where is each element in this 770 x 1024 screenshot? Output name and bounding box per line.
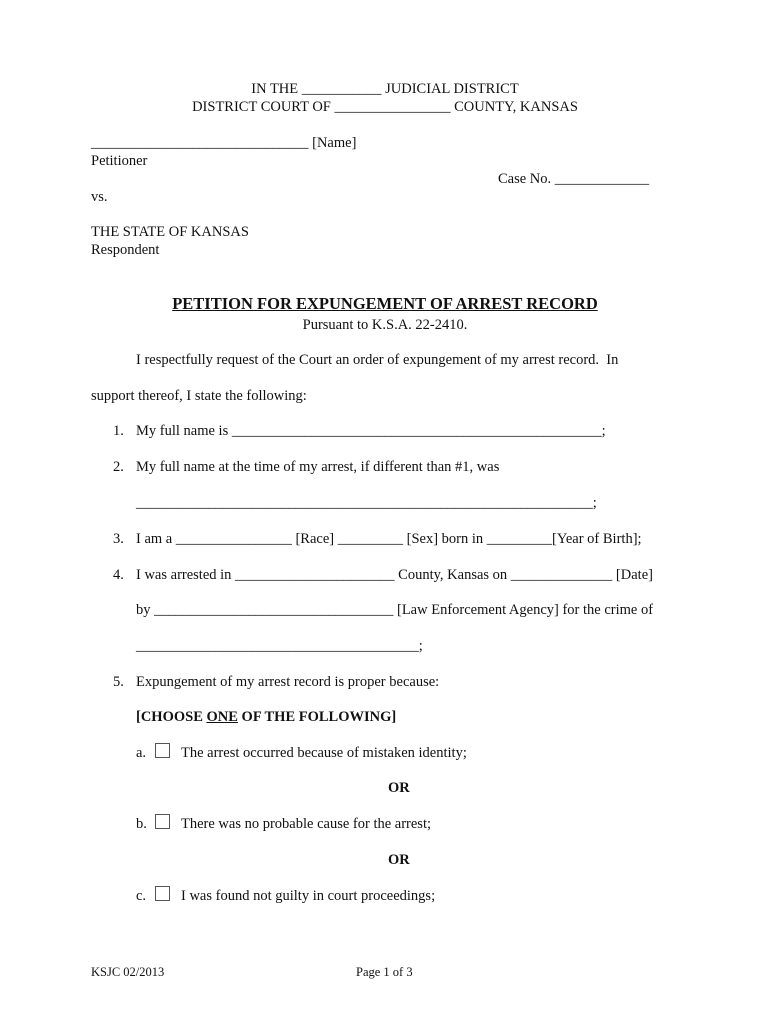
document-title: PETITION FOR EXPUNGEMENT OF ARREST RECORD xyxy=(172,294,598,313)
court-header-line-1: IN THE ___________ JUDICIAL DISTRICT xyxy=(251,81,519,97)
case-number: Case No. _____________ xyxy=(498,171,650,187)
item-race-sex-birth: I am a ________________ [Race] _________ [Sex] born in _________[Year of Birth]; xyxy=(136,531,642,547)
respondent-name: THE STATE OF KANSAS xyxy=(91,224,249,240)
item-number-2: 2. xyxy=(113,459,124,475)
form-version-code: KSJC 02/2013 xyxy=(91,965,165,979)
option-b-checkbox[interactable] xyxy=(155,814,170,829)
item-number-4: 4. xyxy=(113,567,124,583)
item-arrest-agency: by _________________________________ [Law Enforcement Agency] for the crime of xyxy=(136,602,654,618)
item-arrest-crime-line: _______________________________________; xyxy=(136,638,423,654)
option-c-label: c. xyxy=(136,888,147,904)
choose-prefix: [CHOOSE xyxy=(136,709,207,725)
option-a-checkbox[interactable] xyxy=(155,743,170,758)
page-number: Page 1 of 3 xyxy=(356,965,413,979)
item-number-5: 5. xyxy=(113,674,124,690)
court-header-line-2: DISTRICT COURT OF ________________ COUNTY, KANSAS xyxy=(192,99,578,115)
petitioner-name-line: ______________________________ [Name] xyxy=(91,135,357,151)
choose-one-instruction xyxy=(136,708,396,726)
petitioner-label: Petitioner xyxy=(91,153,148,169)
item-number-1: 1. xyxy=(113,423,124,439)
item-full-name: My full name is ___________________________________________________; xyxy=(136,423,606,439)
option-a-label: a. xyxy=(136,745,147,761)
choose-one-emphasis: ONE xyxy=(206,709,238,725)
item-name-at-arrest: My full name at the time of my arrest, if different than #1, was xyxy=(136,459,500,475)
or-separator-1: OR xyxy=(388,780,410,796)
item-number-3: 3. xyxy=(113,531,124,547)
document-subtitle: Pursuant to K.S.A. 22-2410. xyxy=(302,317,468,333)
choose-suffix: OF THE FOLLOWING] xyxy=(237,709,397,725)
option-c-text: I was found not guilty in court proceedings; xyxy=(181,888,436,904)
option-c-checkbox[interactable] xyxy=(155,886,170,901)
item-arrest-location-date: I was arrested in ______________________ County, Kansas on ______________ [Date] xyxy=(136,567,653,583)
respondent-label: Respondent xyxy=(91,242,160,258)
intro-line-2: support thereof, I state the following: xyxy=(91,388,307,404)
versus-label: vs. xyxy=(91,189,108,205)
option-a-text: The arrest occurred because of mistaken identity; xyxy=(181,745,467,761)
option-b-label: b. xyxy=(136,816,147,832)
or-separator-2: OR xyxy=(388,852,410,868)
item-expungement-reason: Expungement of my arrest record is proper because: xyxy=(136,674,440,690)
option-b-text: There was no probable cause for the arrest; xyxy=(181,816,432,832)
intro-line-1: I respectfully request of the Court an order of expungement of my arrest record. In xyxy=(136,352,619,368)
item-name-at-arrest-line: _______________________________________________________________; xyxy=(136,495,597,511)
